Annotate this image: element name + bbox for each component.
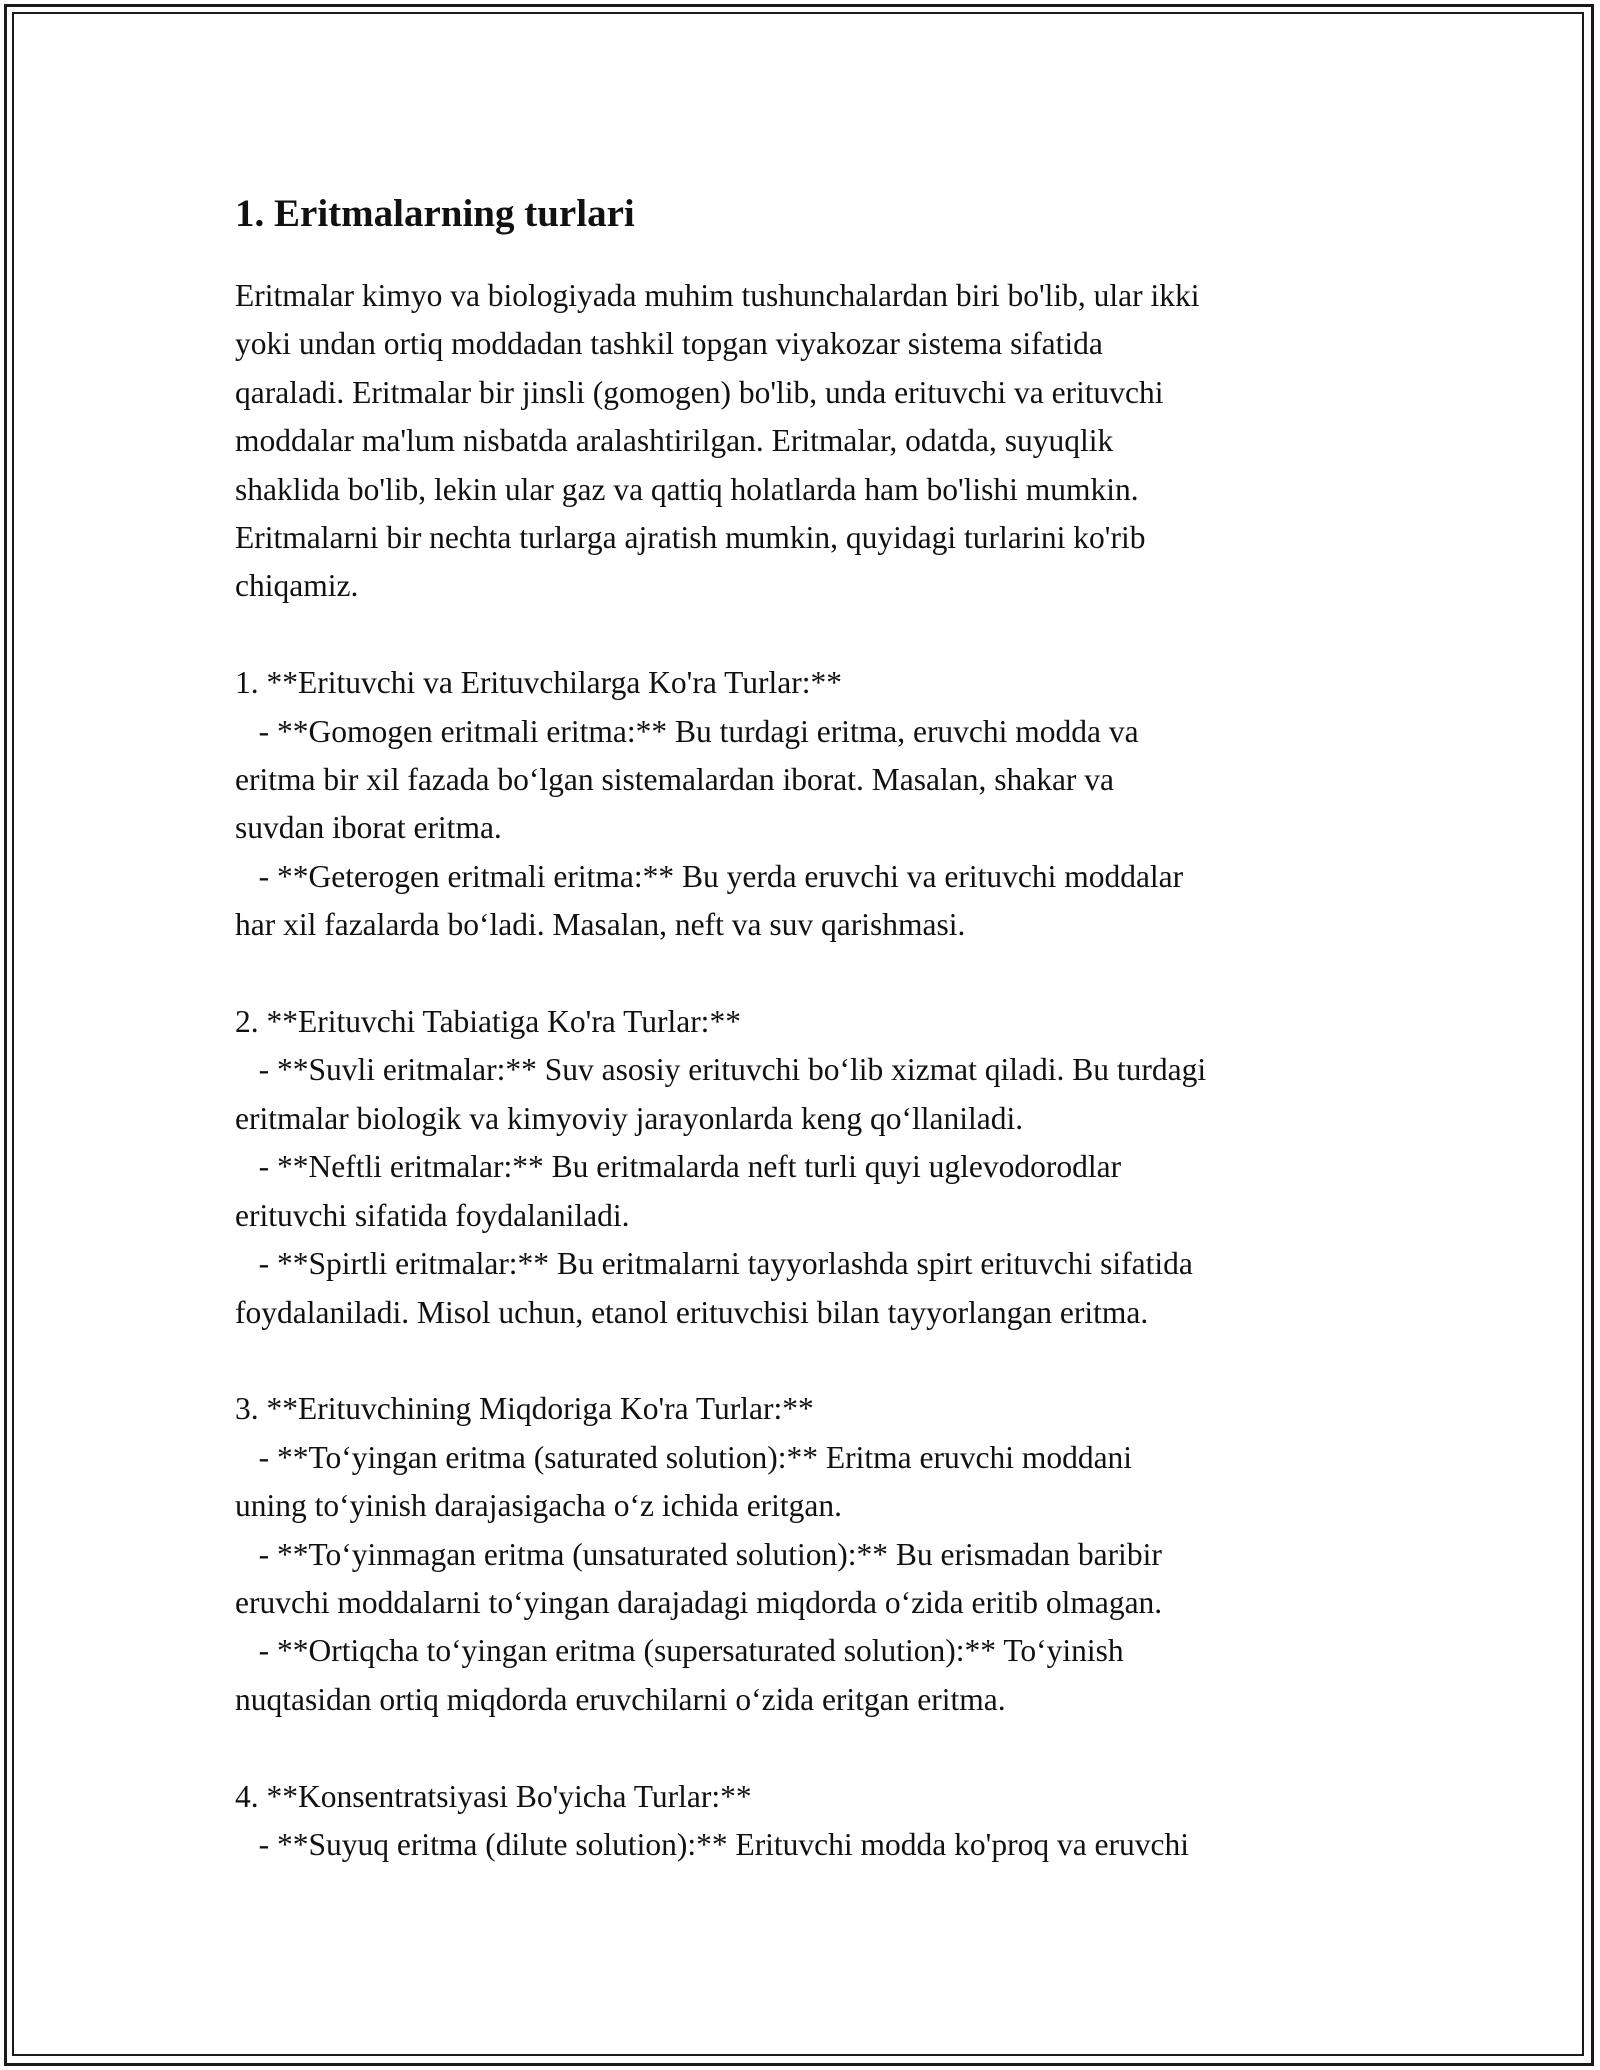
text-line: foydalaniladi. Misol uchun, etanol erituvchisi bilan tayyorlangan eritma. bbox=[235, 1294, 1149, 1330]
text-line: - **To‘yinmagan eritma (unsaturated solution):** Bu erismadan baribir bbox=[235, 1536, 1162, 1572]
section-heading-line: 4. **Konsentratsiyasi Bo'yicha Turlar:** bbox=[235, 1778, 752, 1814]
text-line: har xil fazalarda bo‘ladi. Masalan, neft va suv qarishmasi. bbox=[235, 907, 966, 943]
section-3 bbox=[235, 1385, 1385, 1724]
blank-line bbox=[235, 1337, 1385, 1385]
section-1 bbox=[235, 659, 1385, 949]
section-2 bbox=[235, 998, 1385, 1337]
section-4 bbox=[235, 1773, 1385, 1870]
text-line: - **Geterogen eritmali eritma:** Bu yerda eruvchi va erituvchi moddalar bbox=[235, 858, 1184, 894]
text-line: uning to‘yinish darajasigacha o‘z ichida eritgan. bbox=[235, 1488, 843, 1524]
text-line: yoki undan ortiq moddadan tashkil topgan viyakozar sistema sifatida bbox=[235, 326, 1103, 362]
blank-line bbox=[235, 1724, 1385, 1772]
text-line: chiqamiz. bbox=[235, 568, 359, 604]
text-line: eruvchi moddalarni to‘yingan darajadagi miqdorda o‘zida eritib olmagan. bbox=[235, 1584, 1163, 1620]
blank-line bbox=[235, 950, 1385, 998]
text-line: - **Suvli eritmalar:** Suv asosiy erituvchi bo‘lib xizmat qiladi. Bu turdagi bbox=[235, 1052, 1207, 1088]
text-line: shaklida bo'lib, lekin ular gaz va qattiq holatlarda ham bo'lishi mumkin. bbox=[235, 471, 1139, 507]
text-line: - **Neftli eritmalar:** Bu eritmalarda neft turli quyi uglevodorodlar bbox=[235, 1149, 1122, 1185]
text-line: suvdan iborat eritma. bbox=[235, 810, 502, 846]
text-line: nuqtasidan ortiq miqdorda eruvchilarni o‘zida eritgan eritma. bbox=[235, 1681, 1006, 1717]
section-heading-line: 2. **Erituvchi Tabiatiga Ko'ra Turlar:** bbox=[235, 1004, 741, 1040]
text-line: - **Spirtli eritmalar:** Bu eritmalarni tayyorlashda spirt erituvchi sifatida bbox=[235, 1246, 1193, 1282]
document-body bbox=[235, 186, 1385, 1869]
text-line: - **Suyuq eritma (dilute solution):** Erituvchi modda ko'proq va eruvchi bbox=[235, 1826, 1189, 1862]
text-line: erituvchi sifatida foydalaniladi. bbox=[235, 1197, 630, 1233]
intro-paragraph bbox=[235, 272, 1385, 611]
text-line: Eritmalar kimyo va biologiyada muhim tushunchalardan biri bo'lib, ular ikki bbox=[235, 278, 1200, 313]
text-line: - **Ortiqcha to‘yingan eritma (supersaturated solution):** To‘yinish bbox=[235, 1633, 1124, 1669]
document-heading: 1. Eritmalarning turlari bbox=[235, 192, 635, 235]
text-line: eritmalar biologik va kimyoviy jarayonlarda keng qo‘llaniladi. bbox=[235, 1100, 1024, 1136]
text-line: qaraladi. Eritmalar bir jinsli (gomogen) bo'lib, unda erituvchi va erituvchi bbox=[235, 374, 1164, 410]
text-line: Eritmalarni bir nechta turlarga ajratish mumkin, quyidagi turlarini ko'rib bbox=[235, 520, 1146, 556]
text-line: - **Gomogen eritmali eritma:** Bu turdagi eritma, eruvchi modda va bbox=[235, 713, 1139, 749]
text-line: eritma bir xil fazada bo‘lgan sistemalardan iborat. Masalan, shakar va bbox=[235, 762, 1115, 798]
section-heading-line: 1. **Erituvchi va Erituvchilarga Ko'ra Turlar:** bbox=[235, 665, 842, 701]
blank-line bbox=[235, 611, 1385, 659]
text-line: moddalar ma'lum nisbatda aralashtirilgan. Eritmalar, odatda, suyuqlik bbox=[235, 423, 1114, 459]
section-heading-line: 3. **Erituvchining Miqdoriga Ko'ra Turlar:** bbox=[235, 1391, 814, 1427]
text-line: - **To‘yingan eritma (saturated solution):** Eritma eruvchi moddani bbox=[235, 1439, 1133, 1475]
